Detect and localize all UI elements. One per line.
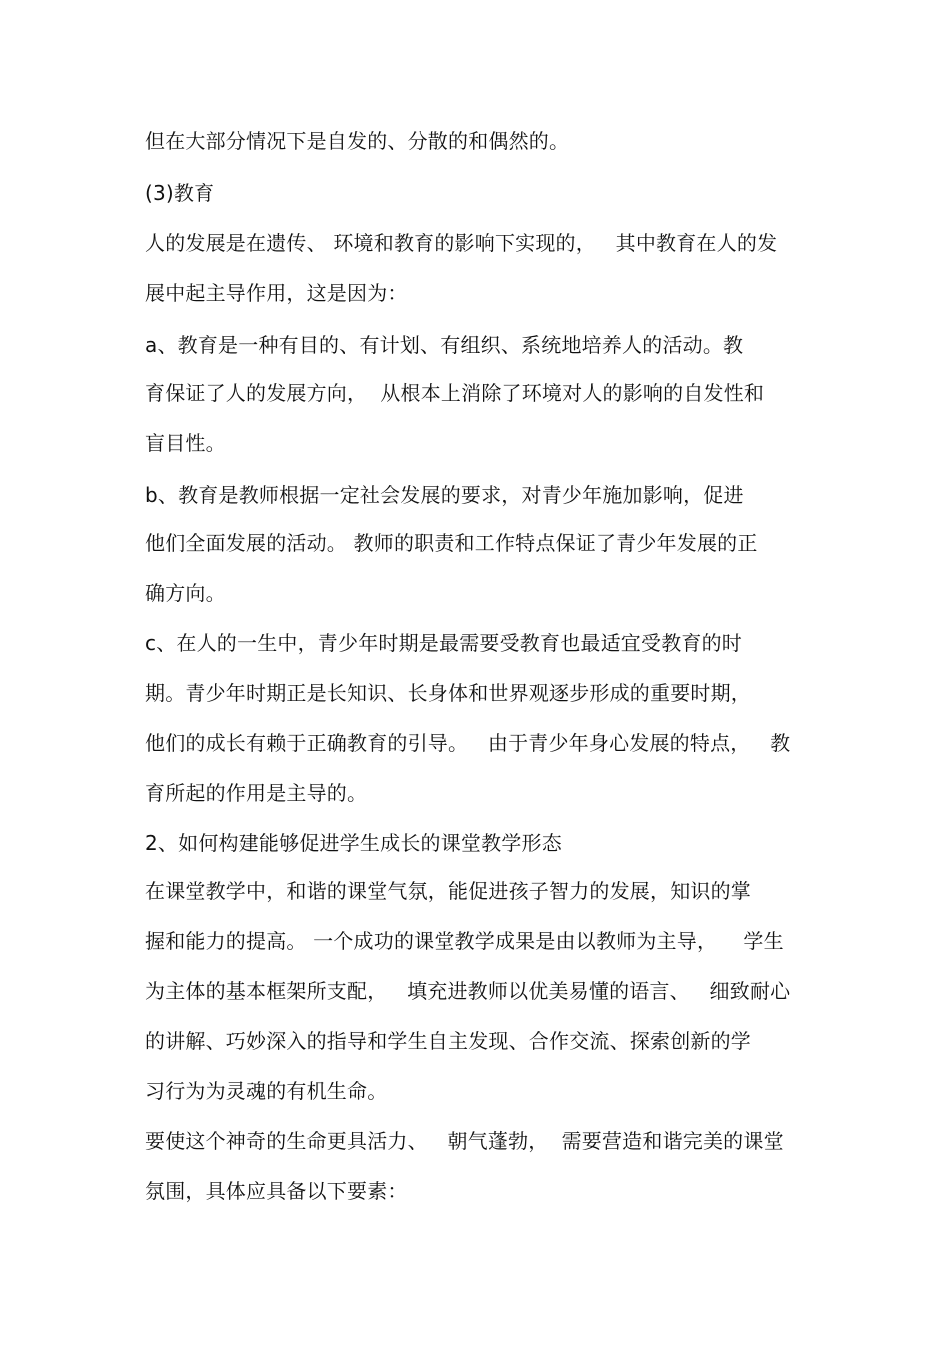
text-line: 握和能力的提高。 一个成功的课堂教学成果是由以教师为主导， 学生 [145, 929, 784, 953]
text-line: 盲目性。 [145, 431, 226, 455]
text-line: 育所起的作用是主导的。 [145, 781, 368, 805]
text-line: a、教育是一种有目的、有计划、有组织、系统地培养人的活动。教 [145, 333, 744, 357]
text-line: 他们全面发展的活动。 教师的职责和工作特点保证了青少年发展的正 [145, 531, 758, 555]
text-line: 习行为为灵魂的有机生命。 [145, 1079, 388, 1103]
section-heading: 2、如何构建能够促进学生成长的课堂教学形态 [145, 831, 562, 855]
text-line: 育保证了人的发展方向， 从根本上消除了环境对人的影响的自发性和 [145, 381, 765, 405]
text-line: 人的发展是在遗传、 环境和教育的影响下实现的， 其中教育在人的发 [145, 231, 778, 255]
text-line: 的讲解、巧妙深入的指导和学生自主发现、合作交流、探索创新的学 [145, 1029, 751, 1053]
text-line: 确方向。 [145, 581, 226, 605]
text-line: 但在大部分情况下是自发的、分散的和偶然的。 [145, 129, 570, 153]
section-heading: (3)教育 [145, 181, 215, 205]
text-line: 期。青少年时期正是长知识、长身体和世界观逐步形成的重要时期， [145, 681, 751, 705]
text-line: 要使这个神奇的生命更具活力、 朝气蓬勃， 需要营造和谐完美的课堂 [145, 1129, 784, 1153]
text-line: 展中起主导作用，这是因为： [145, 281, 408, 305]
text-line: 在课堂教学中，和谐的课堂气氛，能促进孩子智力的发展，知识的掌 [145, 879, 751, 903]
text-line: c、在人的一生中，青少年时期是最需要受教育也最适宜受教育的时 [145, 631, 742, 655]
text-line: 他们的成长有赖于正确教育的引导。 由于青少年身心发展的特点， 教 [145, 731, 791, 755]
text-line: b、教育是教师根据一定社会发展的要求，对青少年施加影响，促进 [145, 483, 744, 507]
text-line: 氛围，具体应具备以下要素： [145, 1179, 408, 1203]
text-line: 为主体的基本框架所支配， 填充进教师以优美易懂的语言、 细致耐心 [145, 979, 791, 1003]
